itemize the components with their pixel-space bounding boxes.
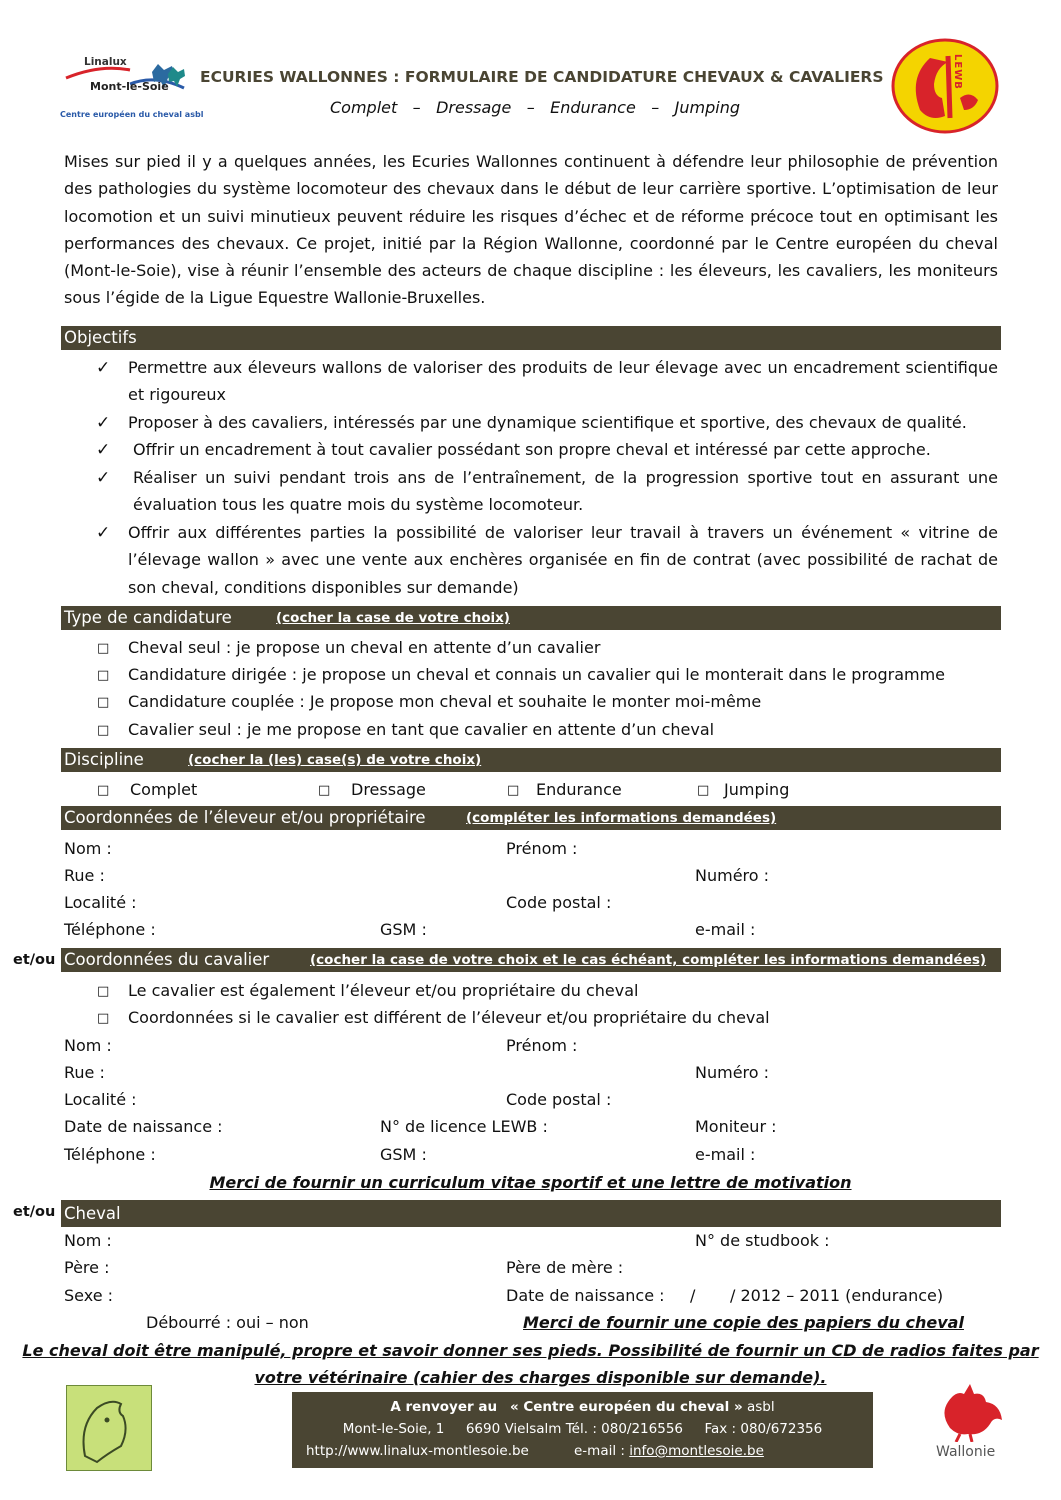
checkbox[interactable]: □ [97, 783, 110, 798]
footer-renvoyer-line [292, 1396, 873, 1418]
type-option: Cheval seul : je propose un cheval en attente d’un cavalier [128, 638, 601, 657]
page-subtitle [330, 98, 740, 117]
cavalier-option: Le cavalier est également l’éleveur et/ou propriétaire du cheval [128, 981, 639, 1000]
subtitle-dash-2: – [526, 98, 535, 117]
cavalier-telephone-label[interactable]: Téléphone : [64, 1145, 156, 1164]
cavalier-licence-label[interactable]: N° de licence LEWB : [380, 1117, 548, 1136]
cavalier-numero-label[interactable]: Numéro : [695, 1063, 770, 1082]
logo-linalux [60, 44, 204, 124]
cavalier-option: Coordonnées si le cavalier est différent de l’éleveur et/ou propriétaire du cheval [128, 1008, 770, 1027]
footer-contact-box [292, 1392, 873, 1468]
cavalier-localite-label[interactable]: Localité : [64, 1090, 137, 1109]
cheval-pere-label[interactable]: Père : [64, 1258, 110, 1277]
section-cavalier-title: Coordonnées du cavalier [64, 950, 270, 969]
eleveur-numero-label[interactable]: Numéro : [695, 866, 770, 885]
check-icon: ✓ [96, 440, 111, 460]
section-objectifs-title: Objectifs [64, 328, 137, 347]
footer-renvoyer-prefix: A renvoyer au [390, 1399, 498, 1415]
cavalier-prenom-label[interactable]: Prénom : [506, 1036, 578, 1055]
type-option: Candidature dirigée : je propose un cheval et connais un cavalier qui le monterait dans le programme [128, 665, 946, 684]
etou-label: et/ou [13, 952, 56, 968]
discipline-option: Complet [130, 780, 198, 799]
cavalier-moniteur-label[interactable]: Moniteur : [695, 1117, 777, 1136]
eleveur-prenom-label[interactable]: Prénom : [506, 839, 578, 858]
eleveur-nom-label[interactable]: Nom : [64, 839, 112, 858]
check-icon: ✓ [96, 358, 111, 378]
type-option: Cavalier seul : je me propose en tant que cavalier en attente d’un cheval [128, 720, 715, 739]
discipline-option: Jumping [724, 780, 790, 799]
cavalier-date-naissance-label[interactable]: Date de naissance : [64, 1117, 223, 1136]
cheval-papiers-note: Merci de fournir une copie des papiers du cheval [523, 1313, 964, 1332]
horse-head-icon [67, 1386, 151, 1470]
logo-lewb [890, 38, 1000, 134]
horse-photo-logo [66, 1385, 152, 1471]
cavalier-cv-note: Merci de fournir un curriculum vitae sportif et une lettre de motivation [209, 1173, 852, 1192]
eleveur-localite-label[interactable]: Localité : [64, 893, 137, 912]
cheval-studbook-label[interactable]: N° de studbook : [695, 1231, 830, 1250]
subtitle-complet: Complet [330, 98, 398, 117]
section-eleveur-header [61, 806, 1001, 830]
section-type-header [61, 606, 1001, 630]
objectif-item: Permettre aux éleveurs wallons de valoriser des produits de leur élevage avec un encadrement scientifique et rigoureux [128, 358, 998, 405]
logo-caption: Centre européen du cheval asbl [60, 110, 204, 119]
cavalier-code-postal-label[interactable]: Code postal : [506, 1090, 612, 1109]
cheval-date-year: / 2012 – 2011 (endurance) [730, 1286, 944, 1305]
cavalier-rue-label[interactable]: Rue : [64, 1063, 105, 1082]
page-title: ECURIES WALLONNES : FORMULAIRE DE CANDIDATURE CHEVAUX & CAVALIERS [200, 68, 884, 86]
check-icon: ✓ [96, 413, 111, 433]
section-cheval-header [61, 1200, 1001, 1227]
eleveur-gsm-label[interactable]: GSM : [380, 920, 427, 939]
lewb-letters: LEWB [952, 54, 963, 90]
footer-renvoyer-name: « Centre européen du cheval » [509, 1399, 743, 1415]
footer-website[interactable]: http://www.linalux-montlesoie.be [306, 1443, 529, 1459]
objectif-item: Offrir aux différentes parties la possibilité de valoriser leur travail à travers un événement « vitrine de l’élevage wallon » avec une vente aux enchères organisée en fin de contrat (avec possibilité de rachat de son cheval, conditions disponibles sur demande) [128, 523, 998, 597]
cheval-pere-mere-label[interactable]: Père de mère : [506, 1258, 624, 1277]
section-type-title: Type de candidature [64, 608, 232, 627]
checkbox[interactable]: □ [97, 641, 110, 656]
section-discipline-title: Discipline [64, 750, 144, 769]
cavalier-nom-label[interactable]: Nom : [64, 1036, 112, 1055]
footer-email-link[interactable]: info@montlesoie.be [629, 1443, 764, 1459]
section-cheval-title: Cheval [64, 1204, 121, 1223]
discipline-option: Dressage [351, 780, 426, 799]
cheval-sexe-label[interactable]: Sexe : [64, 1286, 114, 1305]
eleveur-code-postal-label[interactable]: Code postal : [506, 893, 612, 912]
subtitle-endurance: Endurance [550, 98, 636, 117]
cheval-manipule-note-line1: Le cheval doit être manipulé, propre et savoir donner ses pieds. Possibilité de fournir un CD de radios faites par [22, 1341, 1039, 1360]
objectif-item: Proposer à des cavaliers, intéressés par une dynamique scientifique et sportive, des chevaux de qualité. [128, 413, 967, 432]
checkbox[interactable]: □ [318, 783, 331, 798]
logo-montlesoie-text: Mont-le-Soie [90, 80, 169, 93]
cheval-date-naissance-label[interactable]: Date de naissance : [506, 1286, 665, 1305]
checkbox[interactable]: □ [507, 783, 520, 798]
footer-address: Mont-le-Soie, 1 6690 Vielsalm Tél. : 080/216556 Fax : 080/672356 [342, 1421, 823, 1437]
objectif-item: Offrir un encadrement à tout cavalier possédant son propre cheval et intéressé par cette approche. [133, 440, 931, 459]
cavalier-gsm-label[interactable]: GSM : [380, 1145, 427, 1164]
section-type-hint: (cocher la case de votre choix) [276, 610, 510, 626]
subtitle-dressage: Dressage [436, 98, 512, 117]
section-objectifs-header [61, 326, 1001, 350]
check-icon: ✓ [96, 523, 111, 543]
checkbox[interactable]: □ [97, 695, 110, 710]
eleveur-telephone-label[interactable]: Téléphone : [64, 920, 156, 939]
section-cavalier-hint: (cocher la case de votre choix et le cas échéant, compléter les informations demandées) [310, 952, 987, 968]
section-cavalier-header [61, 948, 1001, 972]
subtitle-dash-3: – [651, 98, 660, 117]
section-eleveur-title: Coordonnées de l’éleveur et/ou propriétaire [64, 808, 426, 827]
cheval-date-slash: / [690, 1286, 696, 1305]
intro-paragraph: Mises sur pied il y a quelques années, les Ecuries Wallonnes continuent à défendre leur philosophie de prévention des pathologies du système locomoteur des chevaux dans le début de leur carrière sportive. L’optimisation de leur locomotion et un suivi minutieux peuvent réduire les risques d’échec et de réforme précoce tout en optimisant les performances des chevaux. Ce projet, initié par la Région Wallonne, coordonné par le Centre européen du cheval (Mont-le-Soie), vise à réunir l’ensemble des acteurs de chaque discipline : les éleveurs, les cavaliers, les moniteurs sous l’égide de la Ligue Equestre Wallonie-Bruxelles. [64, 152, 998, 308]
wallonie-logo [930, 1380, 1010, 1466]
checkbox[interactable]: □ [697, 783, 710, 798]
objectif-item: Réaliser un suivi pendant trois ans de l’entraînement, de la progression sportive tout en assurant une évaluation tous les quatre mois du système locomoteur. [133, 468, 998, 515]
footer-renvoyer-suffix: asbl [746, 1399, 775, 1415]
discipline-option: Endurance [536, 780, 622, 799]
cheval-nom-label[interactable]: Nom : [64, 1231, 112, 1250]
checkbox[interactable]: □ [97, 668, 110, 683]
subtitle-jumping: Jumping [674, 98, 740, 117]
check-icon: ✓ [96, 468, 111, 488]
wallonie-rooster-icon [930, 1380, 1010, 1442]
etou-label: et/ou [13, 1204, 56, 1220]
footer-email-line [574, 1440, 764, 1462]
subtitle-dash-1: – [412, 98, 421, 117]
checkbox[interactable]: □ [97, 984, 110, 999]
lewb-horse-logo-icon [890, 38, 1000, 134]
eleveur-email-label[interactable]: e-mail : [695, 920, 756, 939]
logo-linalux-text: Linalux [84, 56, 127, 68]
wallonie-label: Wallonie [936, 1444, 996, 1460]
eleveur-rue-label[interactable]: Rue : [64, 866, 105, 885]
cheval-debourre-label[interactable]: Débourré : oui – non [146, 1313, 309, 1332]
section-discipline-hint: (cocher la (les) case(s) de votre choix) [188, 752, 482, 768]
checkbox[interactable]: □ [97, 723, 110, 738]
checkbox[interactable]: □ [97, 1011, 110, 1026]
section-discipline-header [61, 748, 1001, 772]
type-option: Candidature couplée : Je propose mon cheval et souhaite le monter moi-même [128, 692, 762, 711]
cavalier-email-label[interactable]: e-mail : [695, 1145, 756, 1164]
cheval-manipule-note-line2: votre vétérinaire (cahier des charges disponible sur demande). [254, 1368, 827, 1387]
section-eleveur-hint: (compléter les informations demandées) [466, 810, 777, 826]
footer-email-label: e-mail : [574, 1443, 625, 1459]
